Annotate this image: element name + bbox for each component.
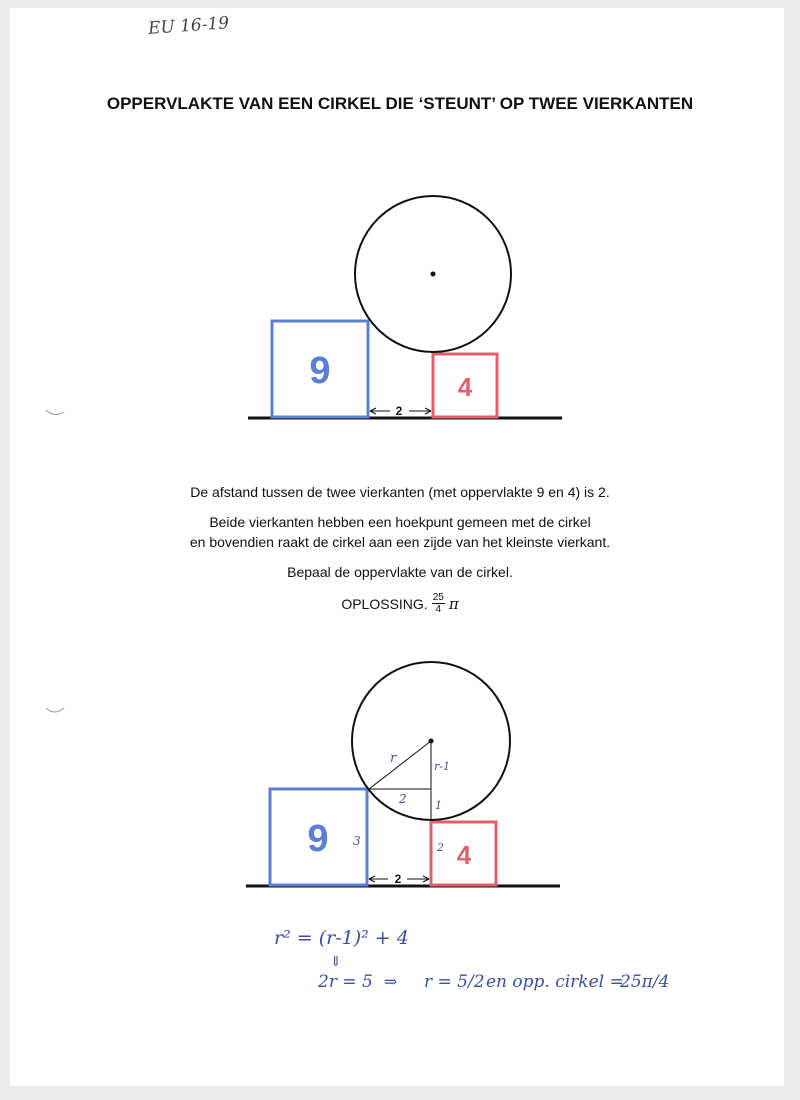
big-square-label: 9 [309, 350, 331, 392]
gap-label-2: 2 [394, 872, 402, 886]
area-text: en opp. cirkel = [486, 972, 624, 992]
radius-annotation: r [390, 751, 397, 766]
problem-text [0, 482, 800, 615]
radius-line [369, 741, 431, 789]
result-r: r = 5/2 [424, 972, 485, 992]
punch-mark-top [46, 410, 64, 415]
implies-arrow: ⇒ [384, 972, 398, 991]
equation-2: 2r = 5 [318, 972, 373, 992]
r-minus-1-annotation: r-1 [434, 760, 450, 773]
problem-line-4: Bepaal de oppervlakte van de cirkel. [287, 564, 513, 580]
equation-1: r² = (r-1)² + 4 [274, 927, 409, 949]
solution-pi: π [448, 594, 459, 613]
handwritten-solution [274, 927, 669, 992]
one-annotation: 1 [435, 799, 442, 812]
punch-mark-bottom [46, 708, 64, 712]
problem-diagram [248, 196, 562, 418]
horizontal-leg-annotation: 2 [399, 792, 407, 806]
corner-note: EU 16-19 [147, 13, 230, 39]
gap-label: 2 [395, 404, 403, 418]
solution-diagram [246, 662, 560, 886]
solution-fraction [432, 592, 445, 615]
side-three-annotation: 3 [353, 834, 361, 848]
problem-line-3: en bovendien raakt de cirkel aan een zijde van het kleinste vierkant. [189, 534, 611, 550]
solution-denominator: 4 [435, 604, 442, 615]
solution-line [0, 592, 800, 615]
arrow-down: ⇓ [330, 954, 342, 970]
problem-line-1: De afstand tussen de twee vierkanten (met oppervlakte 9 en 4) is 2. [190, 484, 610, 500]
small-square-label-2: 4 [456, 840, 472, 870]
problem-line-2: Beide vierkanten hebben een hoekpunt gemeen met de cirkel [209, 514, 591, 530]
solution-label: OPLOSSING. [341, 595, 428, 612]
side-two-annotation: 2 [437, 841, 444, 854]
circle-center [431, 272, 436, 277]
area-value: 25π/4 [620, 972, 670, 992]
small-square-label: 4 [457, 372, 473, 402]
page-title: OPPERVLAKTE VAN EEN CIRKEL DIE ‘STEUNT’ OP TWEE VIERKANTEN [106, 94, 694, 113]
solution-numerator: 25 [432, 592, 444, 603]
big-square-label-2: 9 [307, 818, 329, 860]
